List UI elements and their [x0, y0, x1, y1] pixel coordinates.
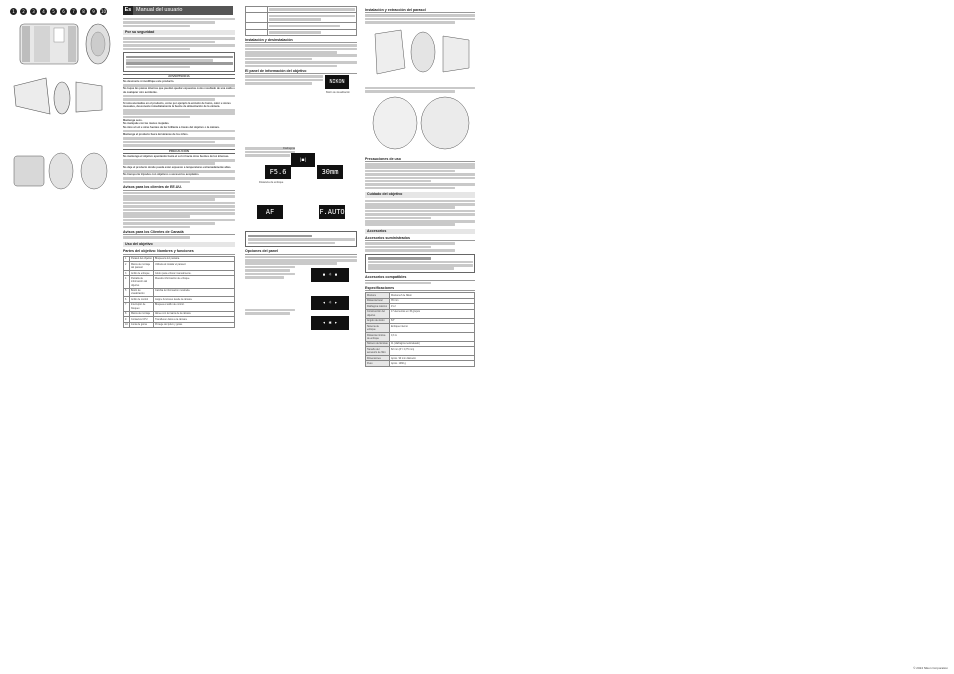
warning-item-1: No desmonte ni modifique este producto.	[123, 79, 175, 83]
spec-value: f/1.2	[390, 304, 475, 309]
parts-desc: Transfieren datos a la cámara.	[154, 317, 235, 322]
spec-row	[366, 347, 475, 356]
parts-table	[123, 256, 235, 328]
option-screen-1: ▪ ☼ ▪	[311, 268, 349, 282]
section-accessories: Accesorios	[365, 229, 475, 234]
spec-value: 0,3 m	[390, 332, 475, 341]
spec-row	[366, 332, 475, 341]
warning-item-6: No mire al sol u otras fuentes de luz brillante a través del objetivo o la cámara.	[123, 125, 220, 129]
screen-distance: 30mm	[317, 165, 343, 179]
spec-value: Aprox. 1060 g	[390, 361, 475, 366]
parts-desc: Asigne funciones desde la cámara.	[154, 297, 235, 302]
parts-row	[124, 288, 235, 297]
parts-number: 4	[124, 276, 130, 288]
callout-10: 10	[100, 9, 107, 14]
spec-value: 82 mm (P = 0,75 mm)	[390, 347, 475, 356]
callout-7: 7	[70, 8, 77, 15]
parts-desc: Bloquea la luz parásita.	[154, 256, 235, 261]
parts-number: 9	[124, 317, 130, 322]
section-precautions: Precauciones de uso	[365, 158, 475, 162]
spec-key: Peso	[366, 361, 390, 366]
parts-row	[124, 322, 235, 327]
accessory-note-box	[365, 254, 475, 273]
parts-desc: Gírelo para enfocar manualmente.	[154, 270, 235, 275]
spec-value: 63°	[390, 318, 475, 323]
parts-number: 8	[124, 311, 130, 316]
parts-row	[124, 262, 235, 271]
spec-value: 35 mm	[390, 298, 475, 303]
hood-diagram	[365, 24, 475, 84]
callout-8: 8	[80, 8, 87, 15]
parts-name: Contactos CPU	[130, 317, 154, 322]
screen-depth: |■|	[291, 153, 315, 167]
hood-removal-diagram	[365, 93, 475, 153]
parts-row	[124, 302, 235, 311]
parts-desc: Protege del polvo y gotas.	[154, 322, 235, 327]
callout-6: 6	[60, 8, 67, 15]
section-safety: Por su seguridad	[123, 30, 235, 35]
section-attach: Instalación y desinstalación	[245, 39, 357, 43]
section-compatible: Accesorios compatibles	[365, 276, 475, 280]
parts-table-continued	[245, 6, 357, 36]
manual-header	[123, 6, 233, 15]
section-supplied: Accesorios suministrados	[365, 237, 475, 241]
spec-key: Diafragma máximo	[366, 304, 390, 309]
spec-row	[366, 324, 475, 333]
parts-number: 3	[124, 270, 130, 275]
parts-number: 6	[124, 297, 130, 302]
safety-box	[123, 52, 235, 71]
callout-2: 2	[20, 8, 27, 15]
section-hood: Instalación y extracción del parasol	[365, 9, 475, 13]
lens-diagram	[6, 6, 118, 216]
spec-value: 17 elementos en 15 grupos	[390, 309, 475, 318]
column-1	[123, 17, 235, 328]
spec-key: Sistema de enfoque	[366, 324, 390, 333]
label-aperture: Diafragma	[283, 147, 295, 151]
parts-row	[124, 276, 235, 288]
parts-number: 10	[125, 323, 128, 327]
option-screen-3: ◂ ✱ ▸	[311, 316, 349, 330]
option-screen-2: ◂ ☼ ▸	[311, 296, 349, 310]
parts-name: Pantalla de información del objetivo	[130, 276, 154, 288]
spec-key: Tamaño del accesorio de filtro	[366, 347, 390, 356]
section-care: Cuidado del objetivo	[365, 192, 475, 197]
caution-item-2: No deje el producto donde pueda estar expuesto a temperaturas extremadamente altas.	[123, 165, 232, 169]
parts-name: Botón de visualización	[130, 288, 154, 297]
spec-value: 11 (diafragma redondeado)	[390, 341, 475, 346]
section-info-panel: El panel de información del objetivo	[245, 70, 357, 74]
spec-key: Distancia focal	[366, 298, 390, 303]
caution-item-3: No transporte trípodes con objetivos o accesorios acoplados.	[123, 173, 200, 177]
spec-value: Montura Z de Nikon	[390, 293, 475, 298]
parts-desc: Bloquea el anillo de control.	[154, 302, 235, 311]
display-button-label: Botón de visualización	[326, 91, 350, 95]
parts-name: Anillo de enfoque	[130, 270, 154, 275]
section-specs: Especificaciones	[365, 287, 475, 291]
section-using: Uso del objetivo	[123, 242, 235, 247]
screen-af: AF	[257, 205, 283, 219]
spec-key: Ángulo de visión	[366, 318, 390, 323]
warning-item-7: Mantenga el producto fuera del alcance de los niños.	[123, 133, 189, 137]
parts-name: Parasol del objetivo	[131, 257, 152, 261]
screen-fauto: F.AUTO	[319, 205, 345, 219]
lens-info-screen: NIKON	[325, 75, 349, 89]
manual-title: Manual del usuario	[136, 7, 183, 13]
specs-table	[365, 292, 475, 367]
parts-desc: Cambia la información mostrada.	[154, 288, 235, 297]
callout-4: 4	[40, 8, 47, 15]
caution-title: PRECAUCIÓN	[123, 149, 235, 154]
warning-item-3: Si nota anomalías en el producto, como por ejemplo la emisión de humo, calor u olores inusuales, desconecte inmediatamente la fuente de alimentación de la cámara.	[123, 101, 231, 108]
column-3	[365, 6, 475, 367]
parts-desc: Alinee con la marca de la cámara.	[154, 311, 235, 316]
callout-5: 5	[50, 8, 57, 15]
spec-key: Distancia mínima de enfoque	[366, 332, 390, 341]
section-display-options: Opciones del panel	[245, 250, 357, 254]
parts-name: Junta de goma	[130, 322, 154, 327]
display-cycle-diagram	[245, 147, 357, 229]
spec-value: Aprox. 90 mm diámetro	[390, 355, 475, 360]
display-options-diagram	[245, 266, 357, 376]
warning-item-2: No toque las piezas internas que puedan quedar expuestas como resultado de una caída o de cualquier otro accidente.	[123, 87, 235, 94]
section-canada-notice: Avisos para los Clientes de Canadá	[123, 231, 235, 235]
screen-aperture: F5.6	[265, 165, 291, 179]
parts-name: Marca de montaje	[130, 311, 154, 316]
parts-name: Marca de montaje del parasol	[130, 262, 154, 271]
spec-key: Dimensiones	[366, 355, 390, 360]
spec-key: Construcción del objetivo	[366, 309, 390, 318]
callout-3: 3	[30, 8, 37, 15]
spec-key: Montura	[366, 293, 390, 298]
spec-value: Enfoque interno	[390, 324, 475, 333]
section-parts: Partes del objetivo: Nombres y funciones	[123, 250, 235, 254]
parts-name: Interruptor de bloqueo	[130, 302, 154, 311]
column-2	[245, 6, 357, 376]
language-tag: Es	[124, 7, 132, 13]
callout-9: 9	[90, 8, 97, 15]
parts-number: 7	[124, 302, 130, 311]
spec-row	[366, 309, 475, 318]
warning-item-4: Mantenga seco.	[123, 119, 143, 123]
lens-illustrations	[6, 6, 118, 216]
spec-key: Número de láminas	[367, 342, 388, 346]
caution-item-1: No mantenga el objetivo apuntando hacia el sol ni hacia otras fuentes de luz intensas.	[123, 154, 230, 158]
parts-name: Anillo de control	[130, 297, 154, 302]
footer-copyright: © 2024 Nikon Corporation	[913, 666, 948, 670]
spec-row	[366, 361, 475, 366]
parts-number: 5	[124, 288, 130, 297]
callout-1: 1	[10, 8, 17, 15]
warning-item-5: No manipule con las manos mojadas.	[123, 122, 170, 126]
section-eu-notice: Avisos para los clientes de EE.UU.	[123, 186, 235, 190]
parts-number: 2	[124, 262, 130, 271]
warning-title: ADVERTENCIA	[123, 74, 235, 79]
note-box	[245, 231, 357, 247]
parts-desc: Utilícela al instalar el parasol.	[154, 262, 235, 271]
label-distance: Distancia de enfoque	[259, 181, 284, 185]
parts-number: 1	[124, 256, 130, 261]
parts-desc: Muestra información de enfoque.	[154, 276, 235, 288]
